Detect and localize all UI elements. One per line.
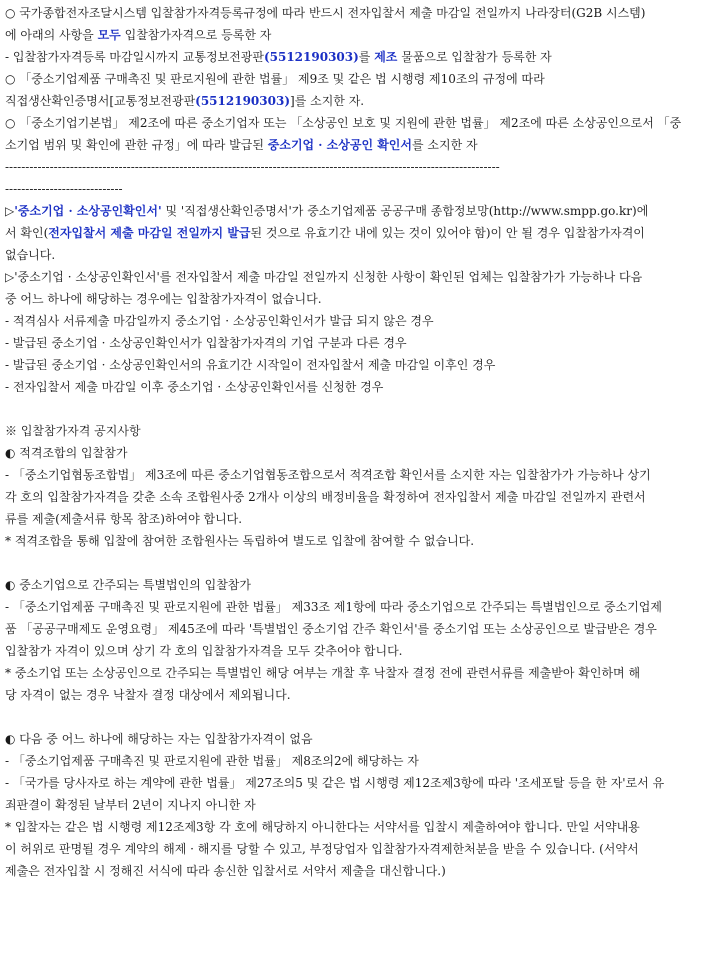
text-line xyxy=(5,860,714,882)
text-segment: - 「국가를 당사자로 하는 계약에 관한 법률」 제27조의5 및 같은 법 시행령 제12조제3항에 따라 '조세포탈 등을 한 자'로서 유 xyxy=(5,776,665,790)
highlighted-text: (5512190303) xyxy=(263,50,359,64)
text-segment: - 「중소기업제품 구매촉진 및 판로지원에 관한 법률」 제8조의2에 해당하는 자 xyxy=(5,754,419,768)
text-segment: 류를 제출(제출서류 항목 참조)하여야 합니다. xyxy=(5,512,243,526)
highlighted-text: '중소기업 · 소상공인확인서' xyxy=(14,204,162,218)
text-line xyxy=(5,332,714,354)
text-line xyxy=(5,816,714,838)
highlighted-text: 모두 xyxy=(97,28,121,42)
text-line xyxy=(5,90,714,112)
text-line xyxy=(5,200,714,222)
text-segment: 죄판결이 확정된 날부터 2년이 지나지 아니한 자 xyxy=(5,798,256,812)
text-segment: - 발급된 중소기업 · 소상공인확인서의 유효기간 시작일이 전자입찰서 제출 마감일 이후인 경우 xyxy=(5,358,496,372)
text-segment: ◐ 적격조합의 입찰참가 xyxy=(5,446,128,460)
text-line xyxy=(5,596,714,618)
text-segment: 를 xyxy=(358,50,375,64)
text-line xyxy=(5,222,714,244)
text-line xyxy=(5,112,714,134)
text-segment: - 「중소기업협동조합법」 제3조에 따른 중소기업협동조합으로서 적격조합 확인서를 소지한 자는 입찰참가가 가능하나 상기 xyxy=(5,468,651,482)
text-segment: ----------------------------- xyxy=(5,182,123,196)
text-segment: 제출은 전자입찰 시 정해진 서식에 따라 송신한 입찰서로 서약서 제출을 대신합니다.) xyxy=(5,864,446,878)
text-line xyxy=(5,684,714,706)
blank-line xyxy=(5,552,714,574)
text-segment: - 입찰참가자격등록 마감일시까지 교통정보전광판 xyxy=(5,50,264,64)
text-line xyxy=(5,442,714,464)
text-segment: 당 자격이 없는 경우 낙찰자 결정 대상에서 제외됩니다. xyxy=(5,688,291,702)
blank-line xyxy=(5,398,714,420)
text-line xyxy=(5,420,714,442)
text-segment: -------------------------------------------------------------------------------------------------------------------------- xyxy=(5,160,500,174)
text-segment: * 적격조합을 통해 입찰에 참여한 조합원사는 독립하여 별도로 입찰에 참여할 수 없습니다. xyxy=(5,534,475,548)
text-segment: 를 소지한 자 xyxy=(412,138,478,152)
text-line xyxy=(5,574,714,596)
text-segment: - 전자입찰서 제출 마감일 이후 중소기업 · 소상공인확인서를 신청한 경우 xyxy=(5,380,384,394)
text-segment: * 입찰자는 같은 법 시행령 제12조제3항 각 호에 해당하지 아니한다는 서약서를 입찰시 제출하여야 합니다. 만일 서약내용 xyxy=(5,820,640,834)
blank-line xyxy=(5,706,714,728)
text-line xyxy=(5,772,714,794)
text-segment: 된 것으로 유효기간 내에 있는 것이 있어야 함)이 안 될 경우 입찰참가자격이 xyxy=(250,226,645,240)
text-segment: - 적격심사 서류제출 마감일까지 중소기업 · 소상공인확인서가 발급 되지 않은 경우 xyxy=(5,314,434,328)
text-line xyxy=(5,464,714,486)
text-line xyxy=(5,266,714,288)
text-segment: ]를 소지한 자. xyxy=(290,94,365,108)
text-line xyxy=(5,2,714,24)
text-line xyxy=(5,530,714,552)
text-segment: ○ 국가종합전자조달시스템 입찰참가자격등록규정에 따라 반드시 전자입찰서 제출 마감일 전일까지 나라장터(G2B 시스템) xyxy=(5,6,646,20)
text-segment: 이 허위로 판명될 경우 계약의 해제 · 해지를 당할 수 있고, 부정당업자 입찰참가자격제한처분을 받을 수 있습니다. (서약서 xyxy=(5,842,639,856)
highlighted-text: 전자입찰서 제출 마감일 전일까지 발급 xyxy=(48,226,251,240)
text-segment: 물품으로 입찰참가 등록한 자 xyxy=(397,50,552,64)
text-line xyxy=(5,178,714,200)
text-line xyxy=(5,134,714,156)
text-line xyxy=(5,244,714,266)
text-line xyxy=(5,354,714,376)
text-line xyxy=(5,156,714,178)
text-segment: * 중소기업 또는 소상공인으로 간주되는 특별법인 해당 여부는 개찰 후 낙찰자 결정 전에 관련서류를 제출받아 확인하며 해 xyxy=(5,666,641,680)
highlighted-text: 제조 xyxy=(374,50,398,64)
text-segment: 서 확인( xyxy=(5,226,49,240)
text-line xyxy=(5,288,714,310)
text-segment: - 발급된 중소기업 · 소상공인확인서가 입찰참가자격의 기업 구분과 다른 경우 xyxy=(5,336,407,350)
text-line xyxy=(5,662,714,684)
text-segment: 에 아래의 사항을 xyxy=(5,28,98,42)
text-line xyxy=(5,750,714,772)
text-line xyxy=(5,728,714,750)
text-segment: - 「중소기업제품 구매촉진 및 판로지원에 관한 법률」 제33조 제1항에 따라 중소기업으로 간주되는 특별법인으로 중소기업제 xyxy=(5,600,662,614)
text-line xyxy=(5,310,714,332)
highlighted-text: (5512190303) xyxy=(195,94,291,108)
text-segment: 없습니다. xyxy=(5,248,56,262)
text-segment: 입찰참가자격으로 등록한 자 xyxy=(120,28,272,42)
text-segment: 각 호의 입찰참가자격을 갖춘 소속 조합원사중 2개사 이상의 배정비율을 확정하여 전자입찰서 제출 마감일 전일까지 관련서 xyxy=(5,490,646,504)
text-line xyxy=(5,508,714,530)
text-segment: ▷ xyxy=(5,204,15,218)
text-segment: 품 「공공구매제도 운영요령」 제45조에 따라 '특별법인 중소기업 간주 확인서'를 중소기업 또는 소상공인으로 발급받은 경우 xyxy=(5,622,657,636)
text-segment: ○ 「중소기업기본법」 제2조에 따른 중소기업자 또는 「소상공인 보호 및 지원에 관한 법률」 제2조에 따른 소상공인으로서 「중 xyxy=(5,116,682,130)
text-line xyxy=(5,486,714,508)
text-line xyxy=(5,24,714,46)
text-line xyxy=(5,46,714,68)
text-line xyxy=(5,838,714,860)
text-line xyxy=(5,640,714,662)
text-segment: ○ 「중소기업제품 구매촉진 및 판로지원에 관한 법률」 제9조 및 같은 법 시행령 제10조의 규정에 따라 xyxy=(5,72,545,86)
text-segment: ◐ 중소기업으로 간주되는 특별법인의 입찰참가 xyxy=(5,578,251,592)
text-line xyxy=(5,376,714,398)
text-line xyxy=(5,618,714,640)
text-segment: 및 '직접생산확인증명서'가 중소기업제품 공공구매 종합정보망(http://www.smpp.go.kr)에 xyxy=(161,204,649,218)
highlighted-text: 중소기업 · 소상공인 확인서 xyxy=(267,138,412,152)
text-line xyxy=(5,68,714,90)
text-segment: 중 어느 하나에 해당하는 경우에는 입찰참가자격이 없습니다. xyxy=(5,292,322,306)
text-line xyxy=(5,794,714,816)
text-segment: 소기업 범위 및 확인에 관한 규정」에 따라 발급된 xyxy=(5,138,268,152)
text-segment: 입찰참가 자격이 있으며 상기 각 호의 입찰참가자격을 모두 갖추어야 합니다. xyxy=(5,644,403,658)
text-segment: ▷'중소기업 · 소상공인확인서'를 전자입찰서 제출 마감일 전일까지 신청한 사항이 확인된 업체는 입찰참가가 가능하나 다음 xyxy=(5,270,643,284)
text-segment: ※ 입찰참가자격 공지사항 xyxy=(5,424,141,438)
text-segment: 직접생산확인증명서[교통정보전광판 xyxy=(5,94,196,108)
text-segment: ◐ 다음 중 어느 하나에 해당하는 자는 입찰참가자격이 없음 xyxy=(5,732,313,746)
